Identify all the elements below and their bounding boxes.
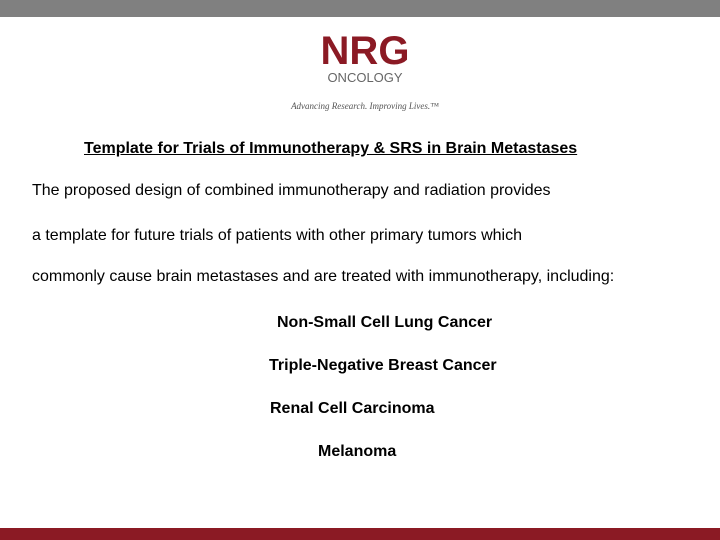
tumor-type-item: Triple-Negative Breast Cancer: [269, 357, 497, 374]
bottom-bar: [0, 528, 720, 540]
logo-subtitle: ONCOLOGY: [327, 70, 403, 85]
slide-title: Template for Trials of Immunotherapy & SRS in Brain Metastases: [84, 140, 578, 157]
tumor-type-item: Non-Small Cell Lung Cancer: [277, 314, 493, 331]
logo-tagline: Advancing Research. Improving Lives.™: [291, 101, 439, 111]
nrg-oncology-logo: [280, 30, 450, 120]
paragraph-line: a template for future trials of patients with other primary tumors which: [32, 227, 522, 244]
paragraph-line: commonly cause brain metastases and are treated with immunotherapy, including:: [32, 268, 615, 285]
top-bar: [0, 0, 720, 17]
logo-mark: NRG: [320, 29, 410, 73]
paragraph-line: The proposed design of combined immunotherapy and radiation provides: [32, 182, 551, 199]
tumor-type-item: Melanoma: [318, 443, 397, 460]
tumor-type-item: Renal Cell Carcinoma: [270, 400, 435, 417]
